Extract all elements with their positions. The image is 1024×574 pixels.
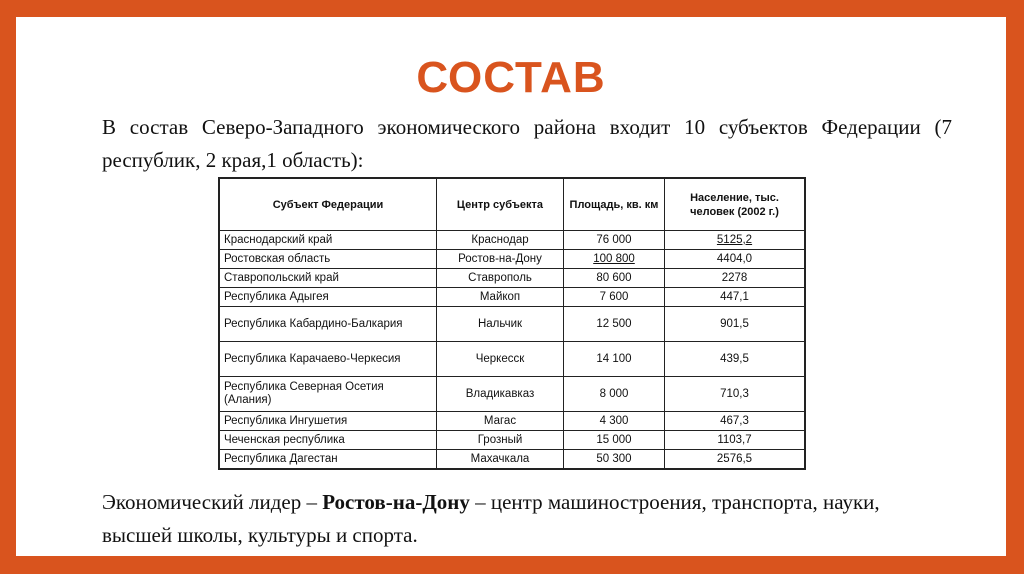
cell-population: 710,3 (665, 377, 806, 412)
table-row (219, 288, 805, 307)
cell-area: 8 000 (564, 377, 665, 412)
cell-area: 14 100 (564, 342, 665, 377)
table-row (219, 342, 805, 377)
cell-center: Черкесск (437, 342, 564, 377)
cell-population: 4404,0 (665, 250, 806, 269)
intro-paragraph: В состав Северо-Западного экономического района входит 10 субъектов Федерации (7 республик, 2 края,1 область): (102, 115, 952, 172)
cell-center: Ростов-на-Дону (437, 250, 564, 269)
cell-center: Нальчик (437, 307, 564, 342)
table-row (219, 231, 805, 250)
cell-population: 2278 (665, 269, 806, 288)
cell-area: 12 500 (564, 307, 665, 342)
cell-area: 76 000 (564, 231, 665, 250)
cell-subject: Республика Адыгея (219, 288, 437, 307)
cell-population: 1103,7 (665, 431, 806, 450)
conclusion-paragraph (102, 486, 952, 552)
cell-center: Магас (437, 412, 564, 431)
cell-subject: Республика Карачаево-Черкесия (219, 342, 437, 377)
conclusion-prefix: Экономический лидер – (102, 490, 323, 514)
header-population: Население, тыс. человек (2002 г.) (665, 178, 806, 231)
table-row (219, 431, 805, 450)
cell-subject: Краснодарский край (219, 231, 437, 250)
table-header-row (219, 178, 805, 231)
table-row (219, 377, 805, 412)
cell-subject: Республика Северная Осетия (Алания) (219, 377, 437, 412)
cell-subject: Республика Ингушетия (219, 412, 437, 431)
cell-center: Ставрополь (437, 269, 564, 288)
table-row (219, 412, 805, 431)
slide-title: СОСТАВ (416, 53, 606, 102)
table-row (219, 450, 805, 470)
cell-subject: Республика Кабардино-Балкария (219, 307, 437, 342)
cell-subject: Ростовская область (219, 250, 437, 269)
cell-area: 80 600 (564, 269, 665, 288)
cell-subject: Чеченская республика (219, 431, 437, 450)
cell-population: 467,3 (665, 412, 806, 431)
cell-area: 7 600 (564, 288, 665, 307)
table-row (219, 250, 805, 269)
header-center: Центр субъекта (437, 178, 564, 231)
cell-center: Майкоп (437, 288, 564, 307)
cell-subject: Ставропольский край (219, 269, 437, 288)
conclusion-suffix: – центр машиностроения, транспорта, науки, высшей школы, культуры и спорта. (102, 490, 880, 547)
cell-population: 447,1 (665, 288, 806, 307)
leader-city: Ростов-на-Дону (322, 490, 470, 514)
cell-population: 5125,2 (665, 231, 806, 250)
cell-center: Владикавказ (437, 377, 564, 412)
cell-center: Грозный (437, 431, 564, 450)
cell-center: Краснодар (437, 231, 564, 250)
cell-area: 50 300 (564, 450, 665, 470)
header-area: Площадь, кв. км (564, 178, 665, 231)
cell-area: 4 300 (564, 412, 665, 431)
cell-population: 901,5 (665, 307, 806, 342)
cell-center: Махачкала (437, 450, 564, 470)
slide (16, 17, 1006, 556)
cell-population: 439,5 (665, 342, 806, 377)
table-row (219, 269, 805, 288)
cell-subject: Республика Дагестан (219, 450, 437, 470)
cell-population: 2576,5 (665, 450, 806, 470)
cell-area: 15 000 (564, 431, 665, 450)
table-row (219, 307, 805, 342)
cell-area: 100 800 (564, 250, 665, 269)
header-subject: Субъект Федерации (219, 178, 437, 231)
subjects-table (218, 177, 806, 470)
